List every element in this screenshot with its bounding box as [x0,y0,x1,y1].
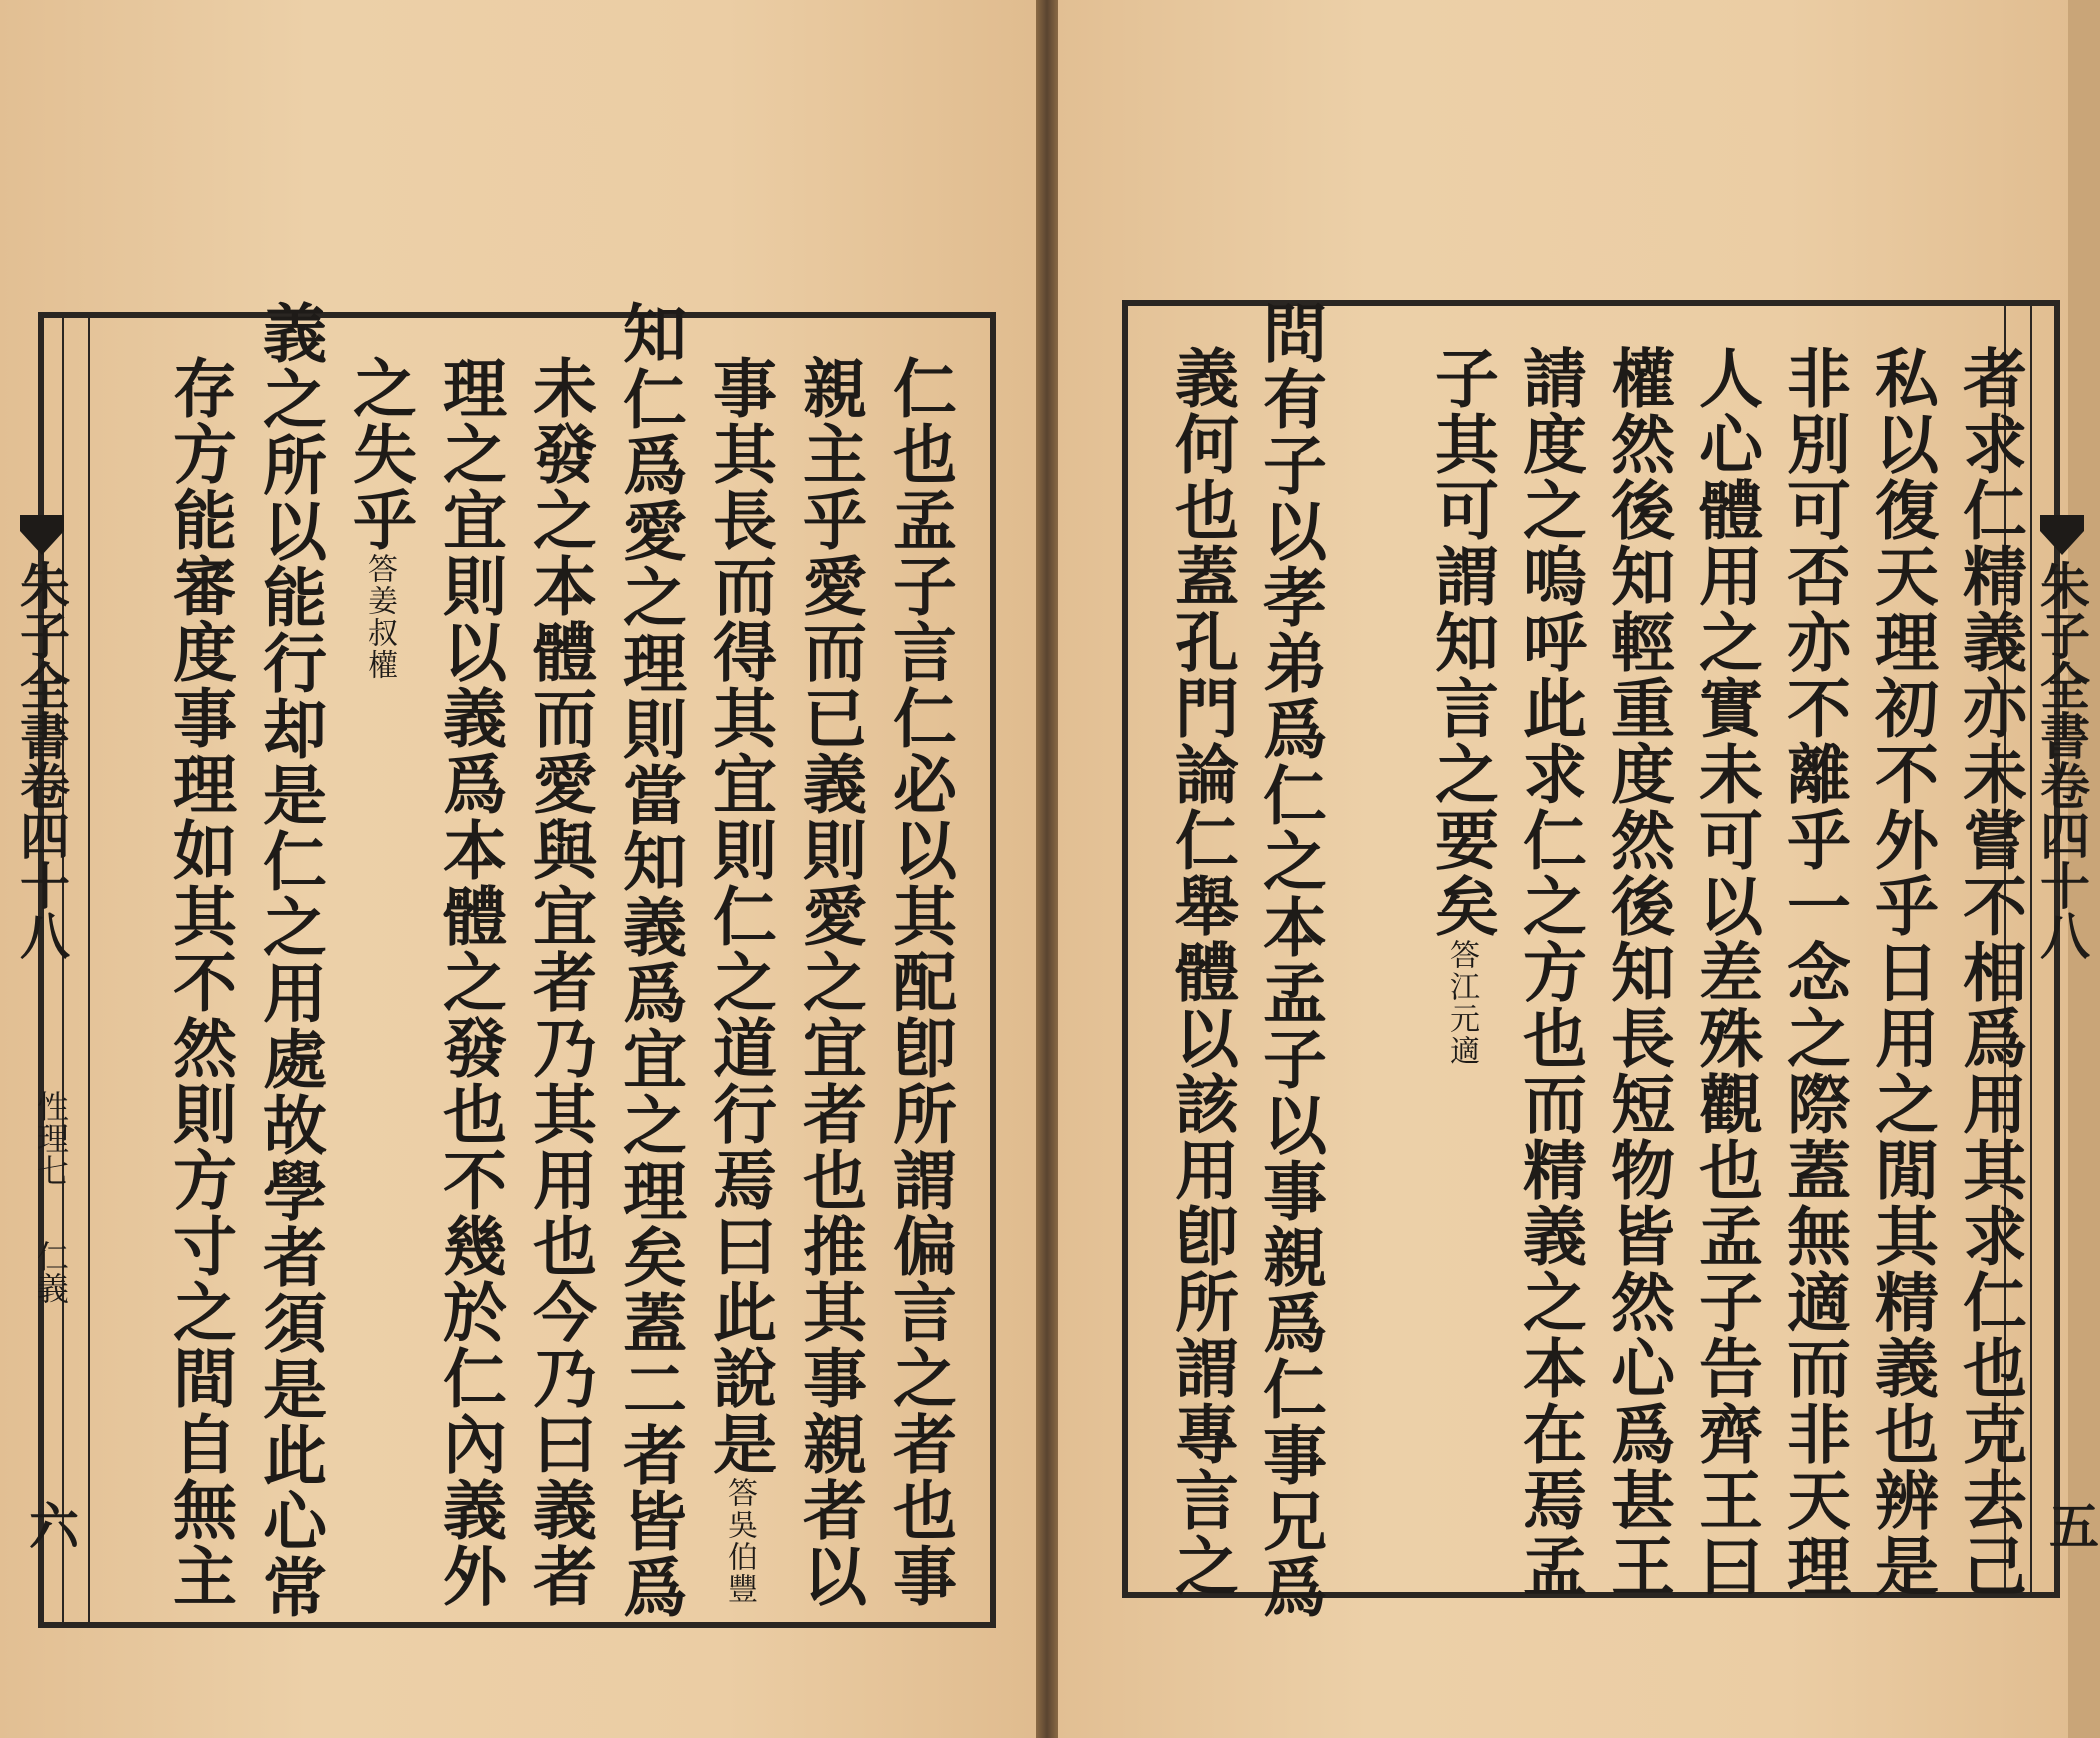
right-col-5: 權然後知輕重度然後知長短物皆然心爲甚王 [1600,345,1675,1599]
right-col-2: 私以復天理初不外乎日用之閒其精義也辨是 [1864,345,1939,1599]
fish-tail-mark-icon [2040,515,2084,555]
left-col-9: 存方能審度事理如其不然則方寸之間自無主 [162,355,237,1609]
left-margin-folio: 六 [21,1500,80,1550]
left-col-4: 知仁爲愛之理則當知義爲宜之理矣蓋二者皆爲 [612,300,687,1620]
right-col-9: 義何也蓋孔門論仁舉體以該用卽所謂專言之 [1164,345,1239,1599]
left-col-6: 理之宜則以義爲本體之發也不幾於仁內義外 [432,355,507,1609]
left-col-1: 仁也孟子言仁必以其配卽所謂偏言之者也事 [882,355,957,1609]
left-margin-section: 性理七 [32,1090,70,1186]
left-margin-subsection: 仁義 [32,1240,70,1304]
right-col-6: 請度之嗚呼此求仁之方也而精義之本在焉孟 [1512,345,1587,1599]
left-margin-title: 朱子全書卷四十八 [12,560,71,960]
left-margin-rule [62,318,64,1622]
left-col-2: 親主乎愛而已義則愛之宜者也推其事親者以 [792,355,867,1609]
left-col-3-note: 答吳伯豐 [722,1477,757,1605]
fish-tail-mark-icon [20,515,64,555]
left-col-7: 之失乎答姜叔權 [342,355,417,681]
right-margin-folio: 五 [2041,1500,2100,1550]
left-col-5: 未發之本體而愛與宜者乃其用也今乃曰義者 [522,355,597,1609]
left-col-8: 義之所以能行却是仁之用處故學者須是此心常 [252,300,327,1620]
left-col-3: 事其長而得其宜則仁之道行焉曰此說是答吳伯豐 [702,355,777,1605]
right-col-8: 問有子以孝弟爲仁之本孟子以事親爲仁事兄爲 [1252,300,1327,1620]
right-col-3: 非別可否亦不離乎一念之際蓋無適而非天理 [1776,345,1851,1599]
right-margin-title: 朱子全書卷四十八 [2032,560,2091,960]
right-col-4: 人心體用之實未可以差殊觀也孟子告齊王曰 [1688,345,1763,1599]
left-margin-rule-2 [88,318,90,1622]
right-col-7-note: 答江元適 [1444,939,1479,1067]
right-col-7: 子其可謂知言之要矣答江元適 [1424,345,1499,1067]
left-col-7-note: 答姜叔權 [362,553,397,681]
right-col-1: 者求仁精義亦未嘗不相爲用其求仁也克去己 [1952,345,2027,1599]
book-gutter [1036,0,1058,1738]
